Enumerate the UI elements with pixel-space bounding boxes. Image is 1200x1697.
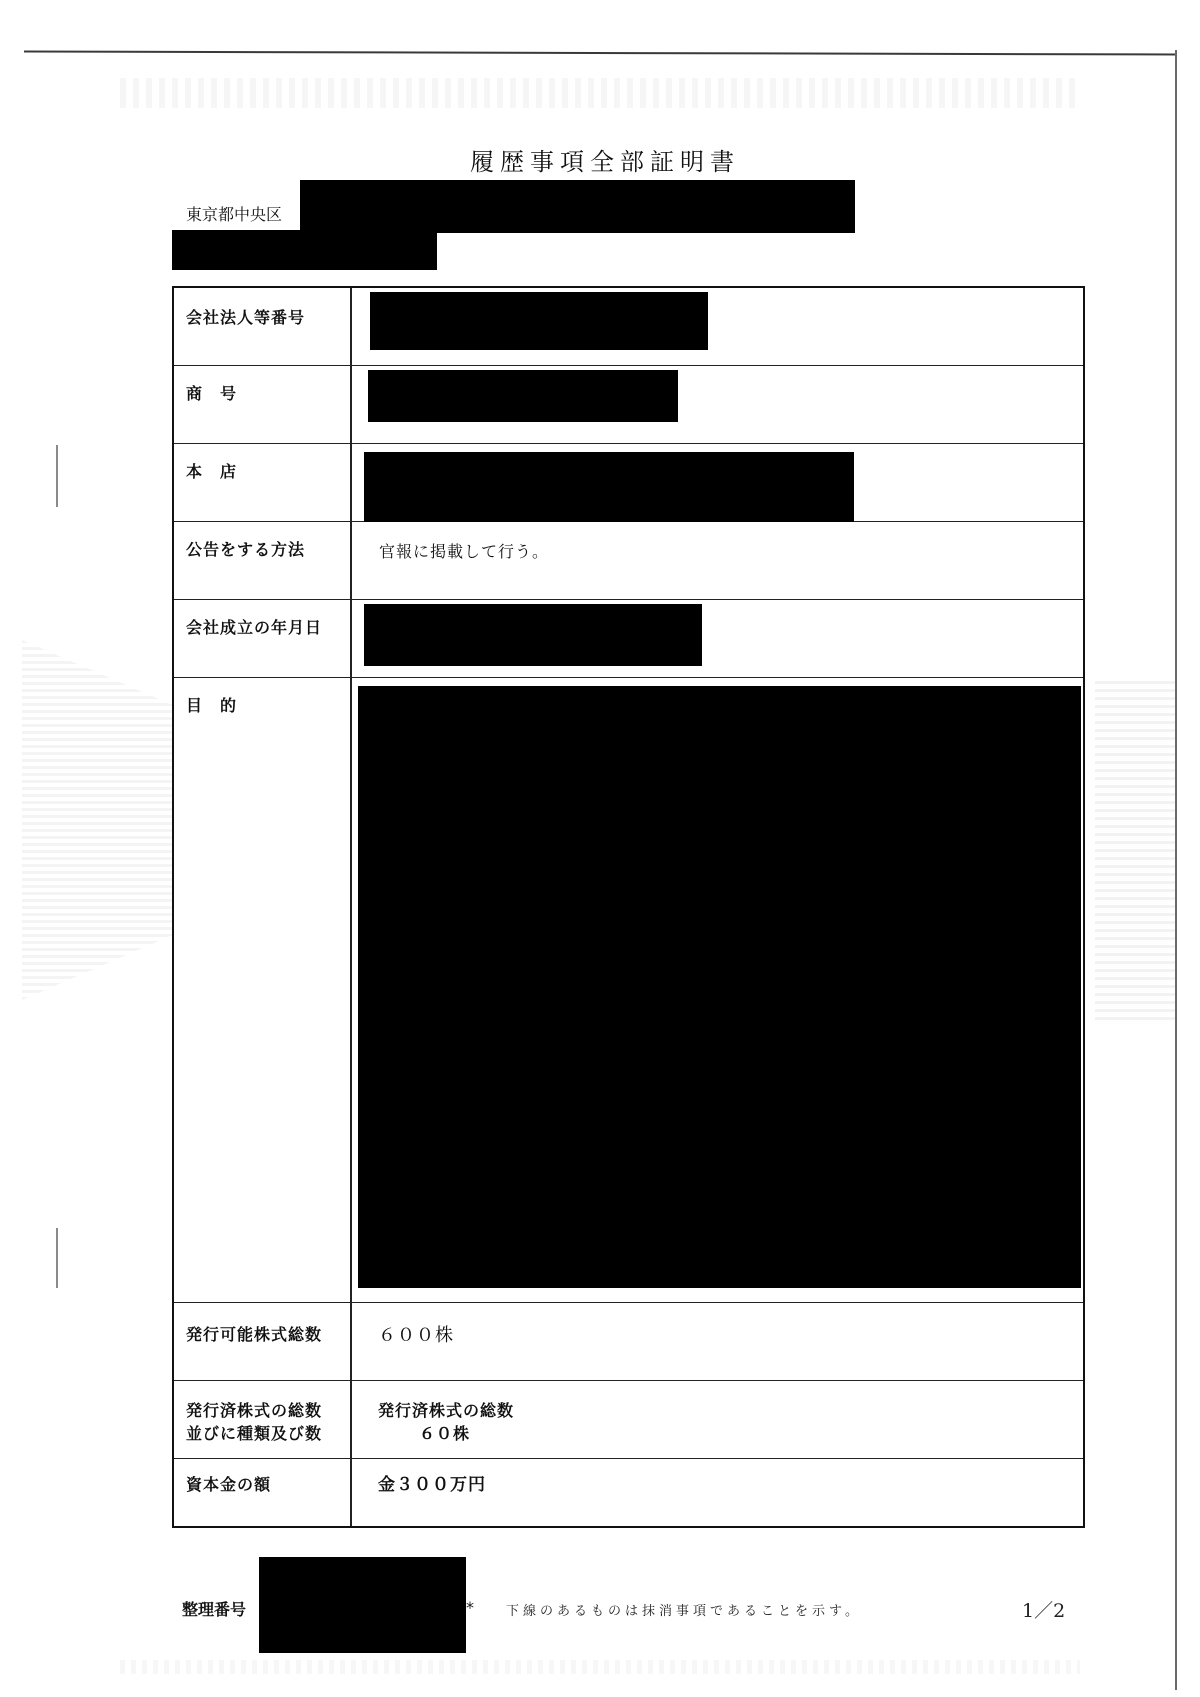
margin-mark: [56, 445, 58, 507]
label-head-office: 本 店: [186, 462, 238, 481]
label-capital: 資本金の額: [186, 1475, 272, 1494]
value-authorized-shares: ６００株: [378, 1325, 454, 1346]
label-authorized-shares: 発行可能株式総数: [186, 1325, 323, 1344]
value-issued-shares-line2: ６０株: [402, 1424, 471, 1444]
margin-mark: [56, 1228, 58, 1288]
label-trade-name: 商 号: [186, 384, 238, 403]
seiri-number-label: 整理番号: [182, 1600, 247, 1619]
row-head-office: [174, 444, 1083, 522]
redaction-trade-name: [368, 370, 678, 422]
address-prefix: 東京都中央区: [186, 205, 283, 224]
bleed-through-band-top: [120, 78, 1080, 108]
row-purpose: [174, 678, 1083, 1303]
value-capital: 金３００万円: [378, 1475, 486, 1495]
security-watermark-left: [22, 640, 172, 1000]
label-public-notice: 公告をする方法: [186, 540, 306, 559]
redaction-incorporation-date: [364, 604, 702, 666]
redaction-corporate-number: [370, 292, 708, 350]
row-trade-name: [174, 366, 1083, 444]
value-issued-shares-line1: 発行済株式の総数: [378, 1401, 515, 1420]
redaction-head-office: [364, 452, 854, 522]
row-issued-shares: [174, 1381, 1083, 1459]
row-corporate-number: [174, 288, 1083, 366]
label-purpose: 目 的: [186, 696, 238, 715]
bleed-through-band-bottom: [120, 1660, 1080, 1674]
scan-edge-top: [24, 50, 1177, 55]
label-issued-shares-line2: 並びに種類及び数: [186, 1424, 323, 1444]
row-public-notice: [174, 522, 1083, 600]
footer-note: 下線のあるものは抹消事項であることを示す。: [506, 1604, 862, 1619]
document-title: 履歴事項全部証明書: [470, 148, 740, 176]
label-issued-shares: [186, 1399, 322, 1445]
asterisk-mark: *: [466, 1598, 474, 1617]
row-capital: [174, 1459, 1083, 1530]
redaction-address: [300, 180, 855, 233]
row-authorized-shares: [174, 1303, 1083, 1381]
label-incorporation-date: 会社成立の年月日: [186, 618, 323, 637]
value-public-notice: 官報に掲載して行う。: [379, 542, 550, 561]
scan-edge-right: [1175, 50, 1177, 1690]
redaction-address: [172, 230, 437, 270]
row-incorporation-date: [174, 600, 1083, 678]
label-issued-shares-line1: 発行済株式の総数: [186, 1401, 323, 1420]
redaction-purpose: [358, 686, 1081, 1288]
label-corporate-number: 会社法人等番号: [186, 308, 306, 327]
certificate-table: [172, 286, 1085, 1528]
security-watermark-right: [1095, 680, 1175, 1020]
page-number: 1／2: [1022, 1600, 1066, 1622]
value-issued-shares: [378, 1399, 514, 1445]
redaction-seiri-number: [259, 1557, 466, 1653]
